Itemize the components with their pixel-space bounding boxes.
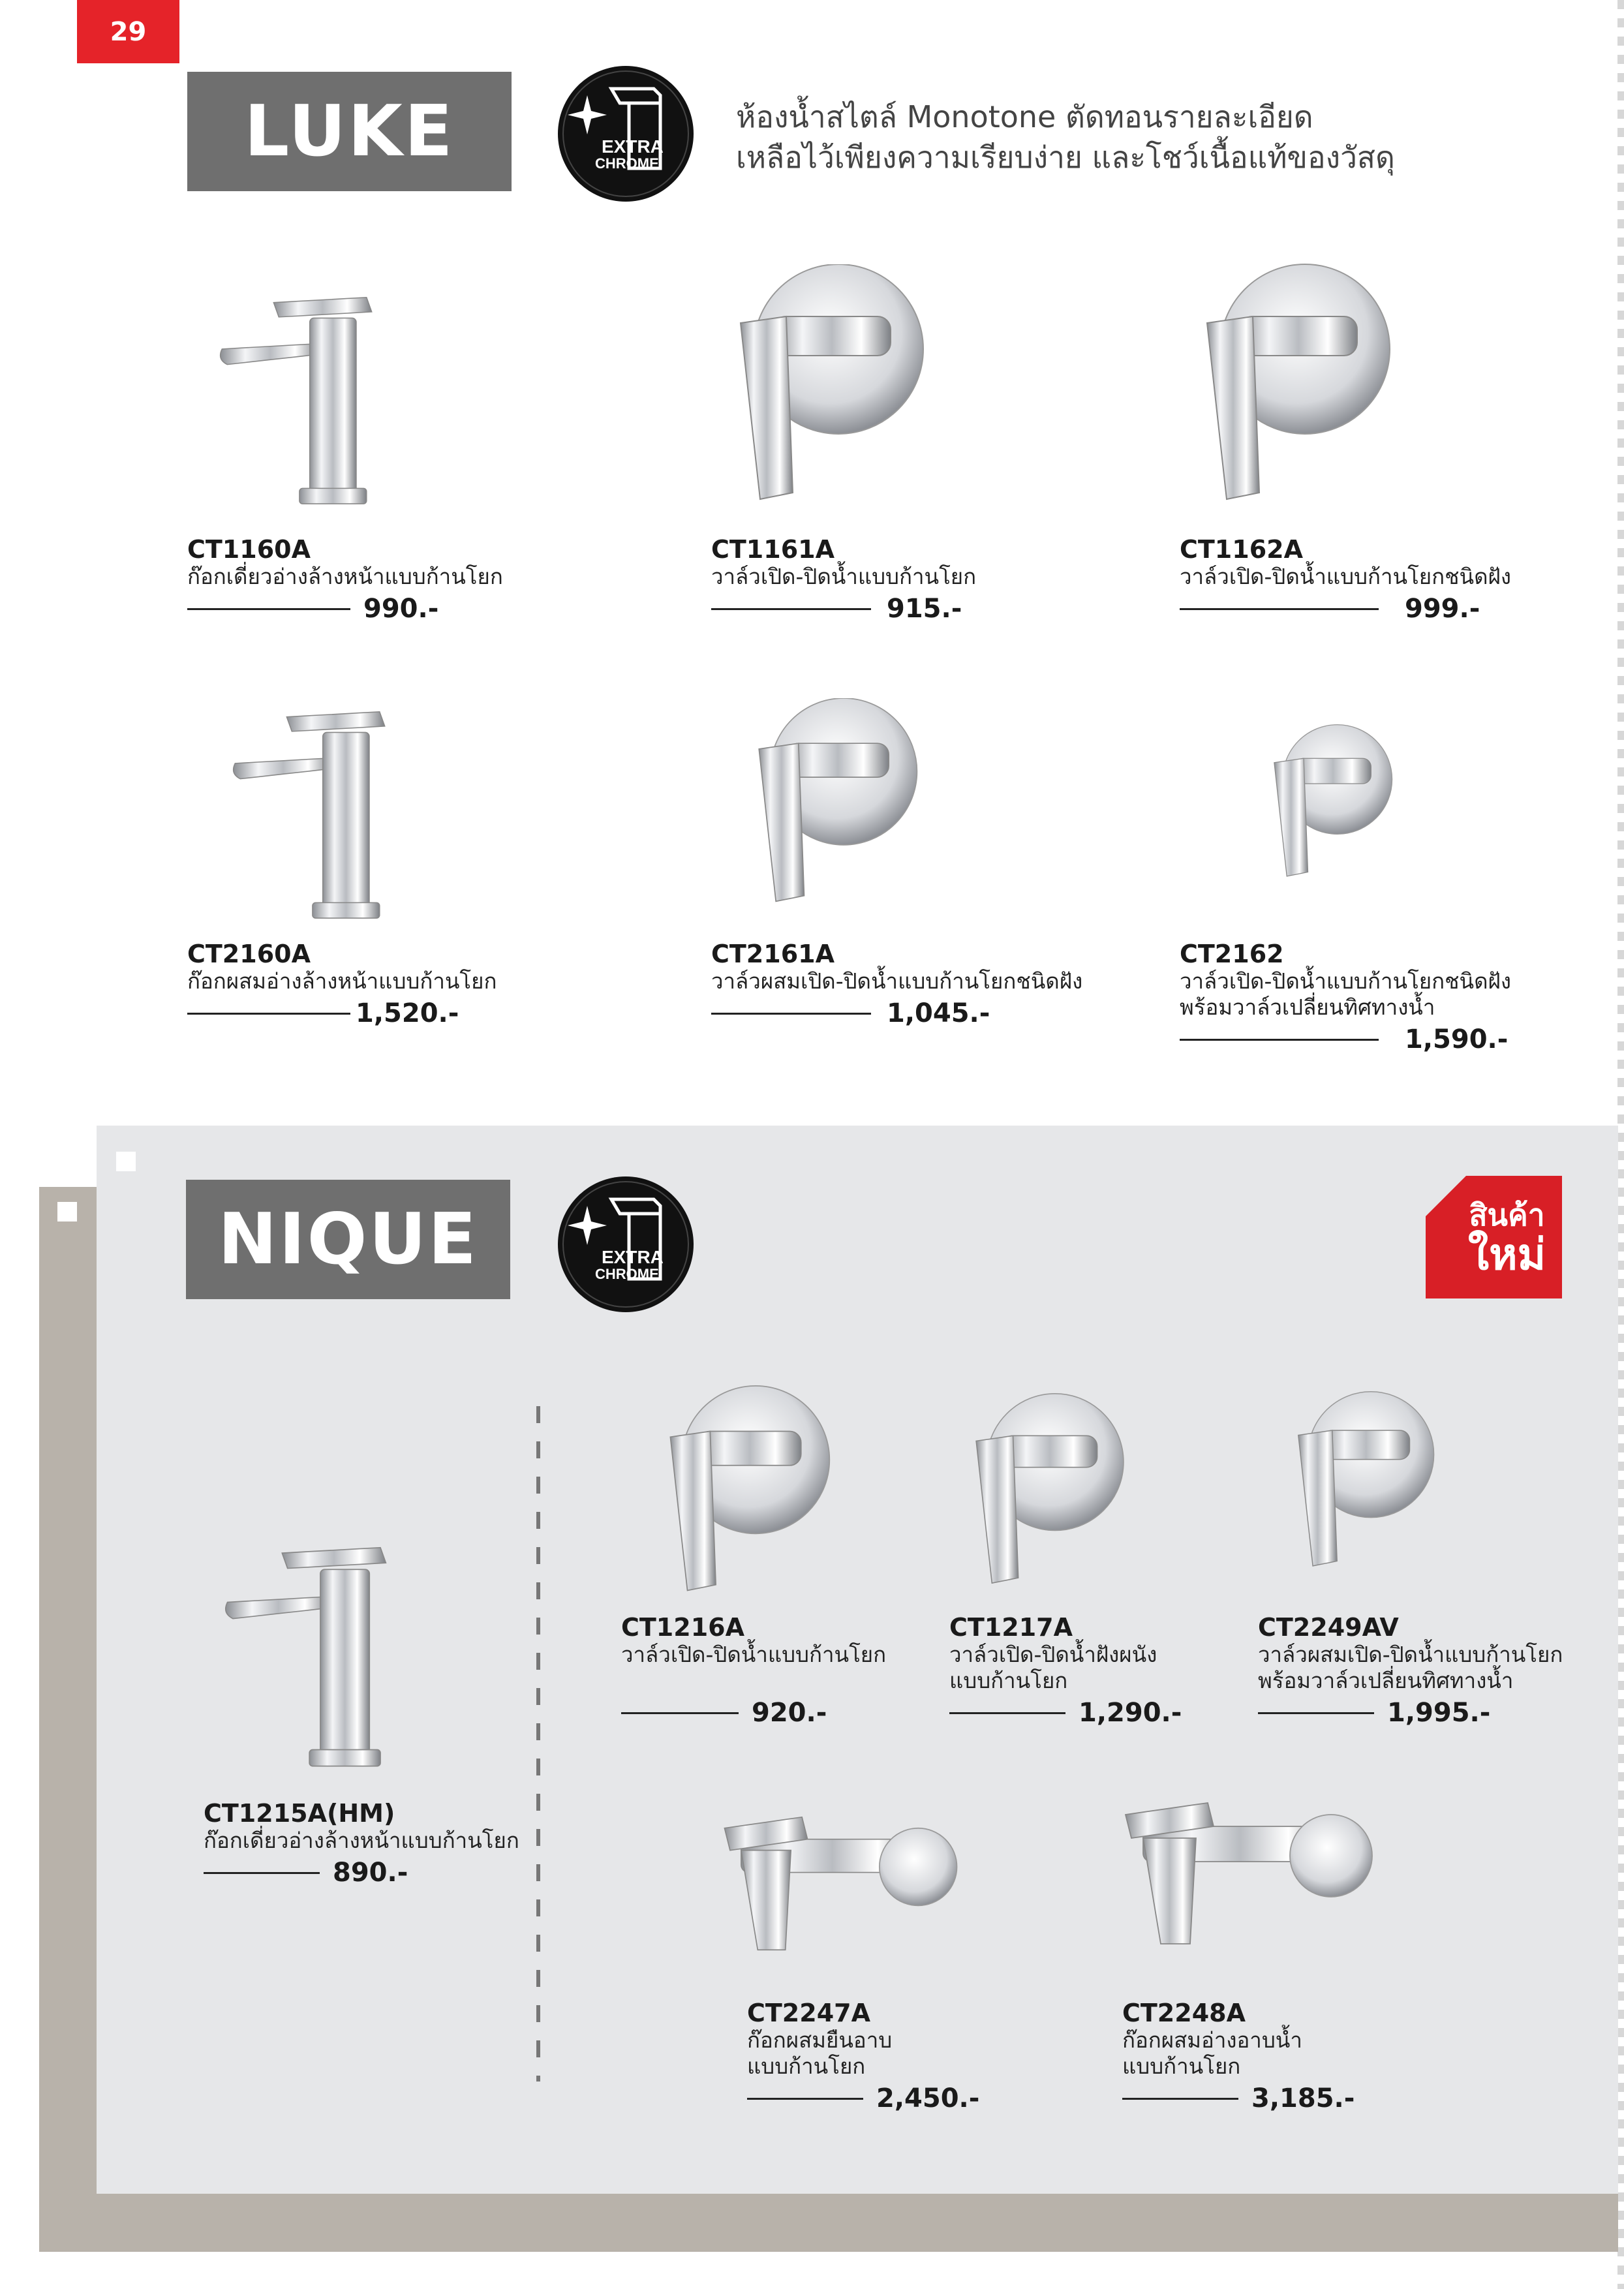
product-photo-ct1162a	[1194, 261, 1396, 509]
price-rule	[1122, 2098, 1238, 2100]
product-code: CT1217A	[949, 1613, 1073, 1642]
new-product-tag	[1426, 1176, 1562, 1298]
svg-text:EXTRA: EXTRA	[602, 136, 664, 157]
product-description: วาล์วเปิด-ปิดน้ำแบบก้านโยกชนิดฝัง	[1180, 968, 1511, 994]
product-price: 990.-	[363, 594, 439, 624]
price-rule	[711, 1013, 871, 1015]
price-rule	[187, 608, 350, 610]
product-card-ct1215a-hm	[204, 1799, 543, 1888]
price-rule	[711, 608, 871, 610]
product-price: 1,520.-	[356, 998, 459, 1028]
product-description: ก๊อกเดี่ยวอ่างล้างหน้าแบบก้านโยก	[204, 1828, 519, 1853]
dashed-divider	[536, 1406, 540, 2082]
product-card-ct2161a	[711, 940, 1142, 1028]
product-price: 1,590.-	[1405, 1024, 1509, 1054]
product-price: 999.-	[1405, 594, 1480, 624]
product-description: วาล์วเปิด-ปิดน้ำฝังผนัง	[949, 1642, 1157, 1667]
product-card-ct1217a	[949, 1613, 1236, 1728]
page-edge-stripes	[1617, 0, 1624, 2289]
product-description-line-2: แบบก้านโยก	[949, 1668, 1068, 1693]
product-price: 915.-	[887, 594, 962, 624]
product-code: CT2247A	[747, 1999, 870, 2027]
svg-text:CHROME: CHROME	[595, 1266, 659, 1282]
product-photo-ct2247a	[708, 1791, 962, 1987]
product-price: 890.-	[333, 1858, 408, 1888]
product-code: CT1215A(HM)	[204, 1799, 395, 1828]
product-description: วาล์วเปิด-ปิดน้ำแบบก้านโยก	[711, 564, 977, 589]
luke-tagline-line-2: เหลือไว้เพียงความเรียบง่าย และโชว์เนื้อแท้ของวัสดุ	[736, 140, 1395, 175]
product-description: วาล์วผสมเปิด-ปิดน้ำแบบก้านโยก	[1258, 1642, 1563, 1667]
product-description: ก๊อกผสมอ่างอาบน้ำ	[1122, 2027, 1302, 2053]
product-photo-ct2161a	[737, 698, 933, 907]
decor-square	[116, 1152, 136, 1171]
product-description-spacer	[621, 1668, 934, 1694]
product-price: 2,450.-	[876, 2083, 980, 2113]
product-code: CT1160A	[187, 535, 311, 564]
product-code: CT1161A	[711, 535, 835, 564]
product-code: CT2161A	[711, 940, 835, 968]
luke-tagline	[736, 97, 1395, 177]
product-card-ct2248a	[1122, 1999, 1409, 2113]
svg-text:EXTRA: EXTRA	[602, 1247, 664, 1267]
extra-chrome-badge-luke	[556, 64, 696, 204]
product-description-line-2: แบบก้านโยก	[747, 2053, 866, 2079]
product-code: CT2160A	[187, 940, 311, 968]
product-description-line-2: แบบก้านโยก	[1122, 2053, 1241, 2079]
product-card-ct1162a	[1180, 535, 1597, 624]
decor-square	[57, 1202, 77, 1221]
product-photo-ct1161a	[724, 264, 933, 506]
product-code: CT2248A	[1122, 1999, 1246, 2027]
product-description: วาล์วเปิด-ปิดน้ำแบบก้านโยก	[621, 1642, 887, 1667]
product-code: CT2162	[1180, 940, 1284, 968]
product-photo-ct2162	[1266, 692, 1396, 914]
product-code: CT1162A	[1180, 535, 1303, 564]
price-rule	[949, 1712, 1065, 1714]
product-description: ก๊อกผสมอ่างล้างหน้าแบบก้านโยก	[187, 968, 497, 994]
extra-chrome-badge-nique	[556, 1175, 696, 1314]
product-card-ct2160a	[187, 940, 553, 1028]
product-code: CT1216A	[621, 1613, 744, 1642]
product-photo-ct1160a	[189, 287, 405, 509]
nique-series-title: NIQUE	[186, 1180, 510, 1299]
product-price: 1,290.-	[1079, 1698, 1182, 1728]
product-photo-ct2249av	[1289, 1383, 1439, 1579]
product-price: 1,995.-	[1387, 1698, 1491, 1728]
product-card-ct1216a	[621, 1613, 934, 1728]
price-rule	[1258, 1712, 1374, 1714]
new-tag-line-2: ใหม่	[1467, 1229, 1546, 1280]
price-rule	[187, 1013, 350, 1015]
price-rule	[1180, 1039, 1379, 1041]
product-card-ct2249av	[1258, 1613, 1597, 1728]
product-card-ct1160a	[187, 535, 527, 624]
product-description: ก๊อกผสมยืนอาบ	[747, 2027, 893, 2053]
page-number: 29	[77, 0, 179, 63]
product-photo-ct1217a	[966, 1383, 1129, 1599]
luke-series-title: LUKE	[187, 72, 512, 191]
product-photo-ct1216a	[659, 1383, 835, 1599]
product-description: ก๊อกเดี่ยวอ่างล้างหน้าแบบก้านโยก	[187, 564, 503, 589]
product-price: 3,185.-	[1251, 2083, 1355, 2113]
product-card-ct2162	[1180, 940, 1597, 1054]
product-photo-ct2160a	[202, 701, 418, 923]
svg-text:CHROME: CHROME	[595, 155, 659, 172]
product-description-line-2: พร้อมวาล์วเปลี่ยนทิศทางน้ำ	[1258, 1668, 1514, 1693]
tag-fold	[1426, 1176, 1466, 1216]
product-price: 1,045.-	[887, 998, 990, 1028]
product-description: วาล์วเปิด-ปิดน้ำแบบก้านโยกชนิดฝัง	[1180, 564, 1511, 589]
product-code: CT2249AV	[1258, 1613, 1399, 1642]
product-description-line-2: พร้อมวาล์วเปลี่ยนทิศทางน้ำ	[1180, 994, 1435, 1020]
product-card-ct2247a	[747, 1999, 1034, 2113]
price-rule	[621, 1712, 739, 1714]
product-photo-ct2248a	[1106, 1791, 1380, 1967]
product-photo-ct1215a-hm	[179, 1537, 434, 1772]
price-rule	[1180, 608, 1379, 610]
price-rule	[747, 2098, 863, 2100]
product-description: วาล์วผสมเปิด-ปิดน้ำแบบก้านโยกชนิดฝัง	[711, 968, 1083, 994]
price-rule	[204, 1872, 320, 1874]
product-price: 920.-	[752, 1698, 827, 1728]
new-tag-line-1: สินค้า	[1469, 1197, 1545, 1233]
luke-tagline-line-1: ห้องน้ำสไตล์ Monotone ตัดทอนรายละเอียด	[736, 99, 1313, 134]
product-card-ct1161a	[711, 535, 1103, 624]
